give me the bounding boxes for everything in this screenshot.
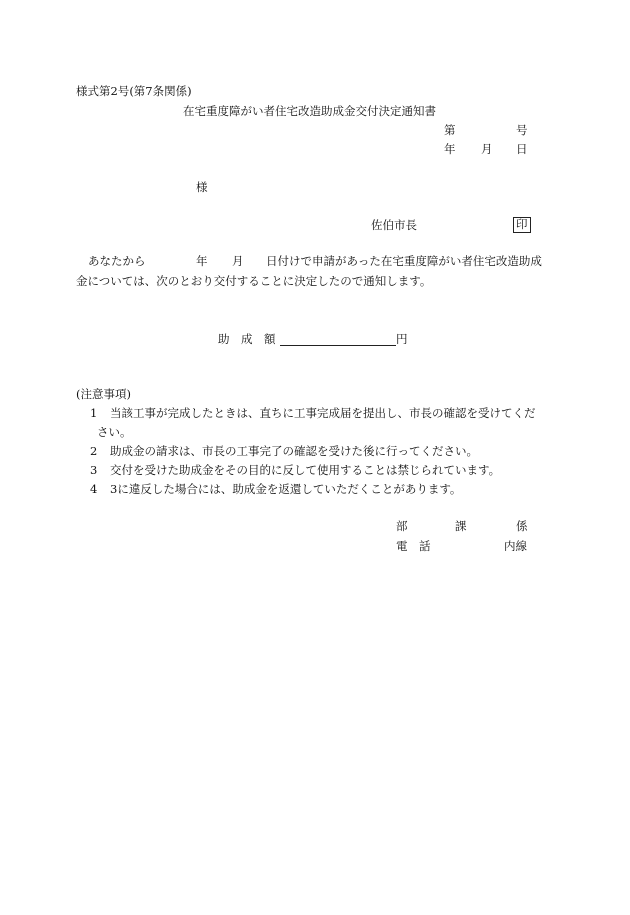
date-month-label: 月 <box>481 142 493 156</box>
amount-label: 助 成 額 <box>218 332 276 346</box>
doc-number-dai: 第 <box>444 123 456 137</box>
contact-phone-label: 電 話 <box>396 539 431 553</box>
note-item-3-num: 3 <box>90 463 98 477</box>
note-item-1-text-cont: さい。 <box>97 425 132 439</box>
note-item-1-text: 当該工事が完成したときは、直ちに工事完成届を提出し、市長の確認を受けてくだ <box>110 406 536 420</box>
note-item-1-num: 1 <box>90 406 98 420</box>
doc-number-go: 号 <box>516 123 528 137</box>
seal-mark <box>513 217 531 233</box>
note-item-2-num: 2 <box>90 444 98 458</box>
document-title: 在宅重度障がい者住宅改造助成金交付決定通知書 <box>183 104 436 118</box>
body-line1-month: 月 <box>232 254 244 268</box>
amount-unit: 円 <box>396 332 408 346</box>
addressee-suffix: 様 <box>196 180 208 194</box>
body-line1-part2: 日付けで申請があった在宅重度障がい者住宅改造助成 <box>266 254 542 268</box>
note-item-4-num: 4 <box>90 482 98 496</box>
body-line1-part1: あなたから <box>88 254 146 268</box>
form-number: 様式第2号(第7条関係) <box>76 84 192 98</box>
note-item-3-text: 交付を受けた助成金をその目的に反して使用することは禁じられています。 <box>110 463 501 477</box>
seal-box: 印 <box>513 217 531 233</box>
note-item-4-text: 3に違反した場合には、助成金を返還していただくことがあります。 <box>110 482 462 496</box>
note-item-2-text: 助成金の請求は、市長の工事完了の確認を受けた後に行ってください。 <box>110 444 478 458</box>
amount-underline <box>280 344 396 346</box>
contact-department: 部 <box>396 519 408 533</box>
body-line2: 金については、次のとおり交付することに決定したので通知します。 <box>76 274 432 288</box>
notes-heading: (注意事項) <box>76 387 131 401</box>
body-line1-year: 年 <box>196 254 208 268</box>
date-year-label: 年 <box>444 142 456 156</box>
contact-extension-label: 内線 <box>504 539 527 553</box>
contact-unit: 係 <box>516 519 528 533</box>
issuer-name: 佐伯市長 <box>371 218 417 232</box>
contact-section: 課 <box>455 519 467 533</box>
date-day-label: 日 <box>516 142 528 156</box>
